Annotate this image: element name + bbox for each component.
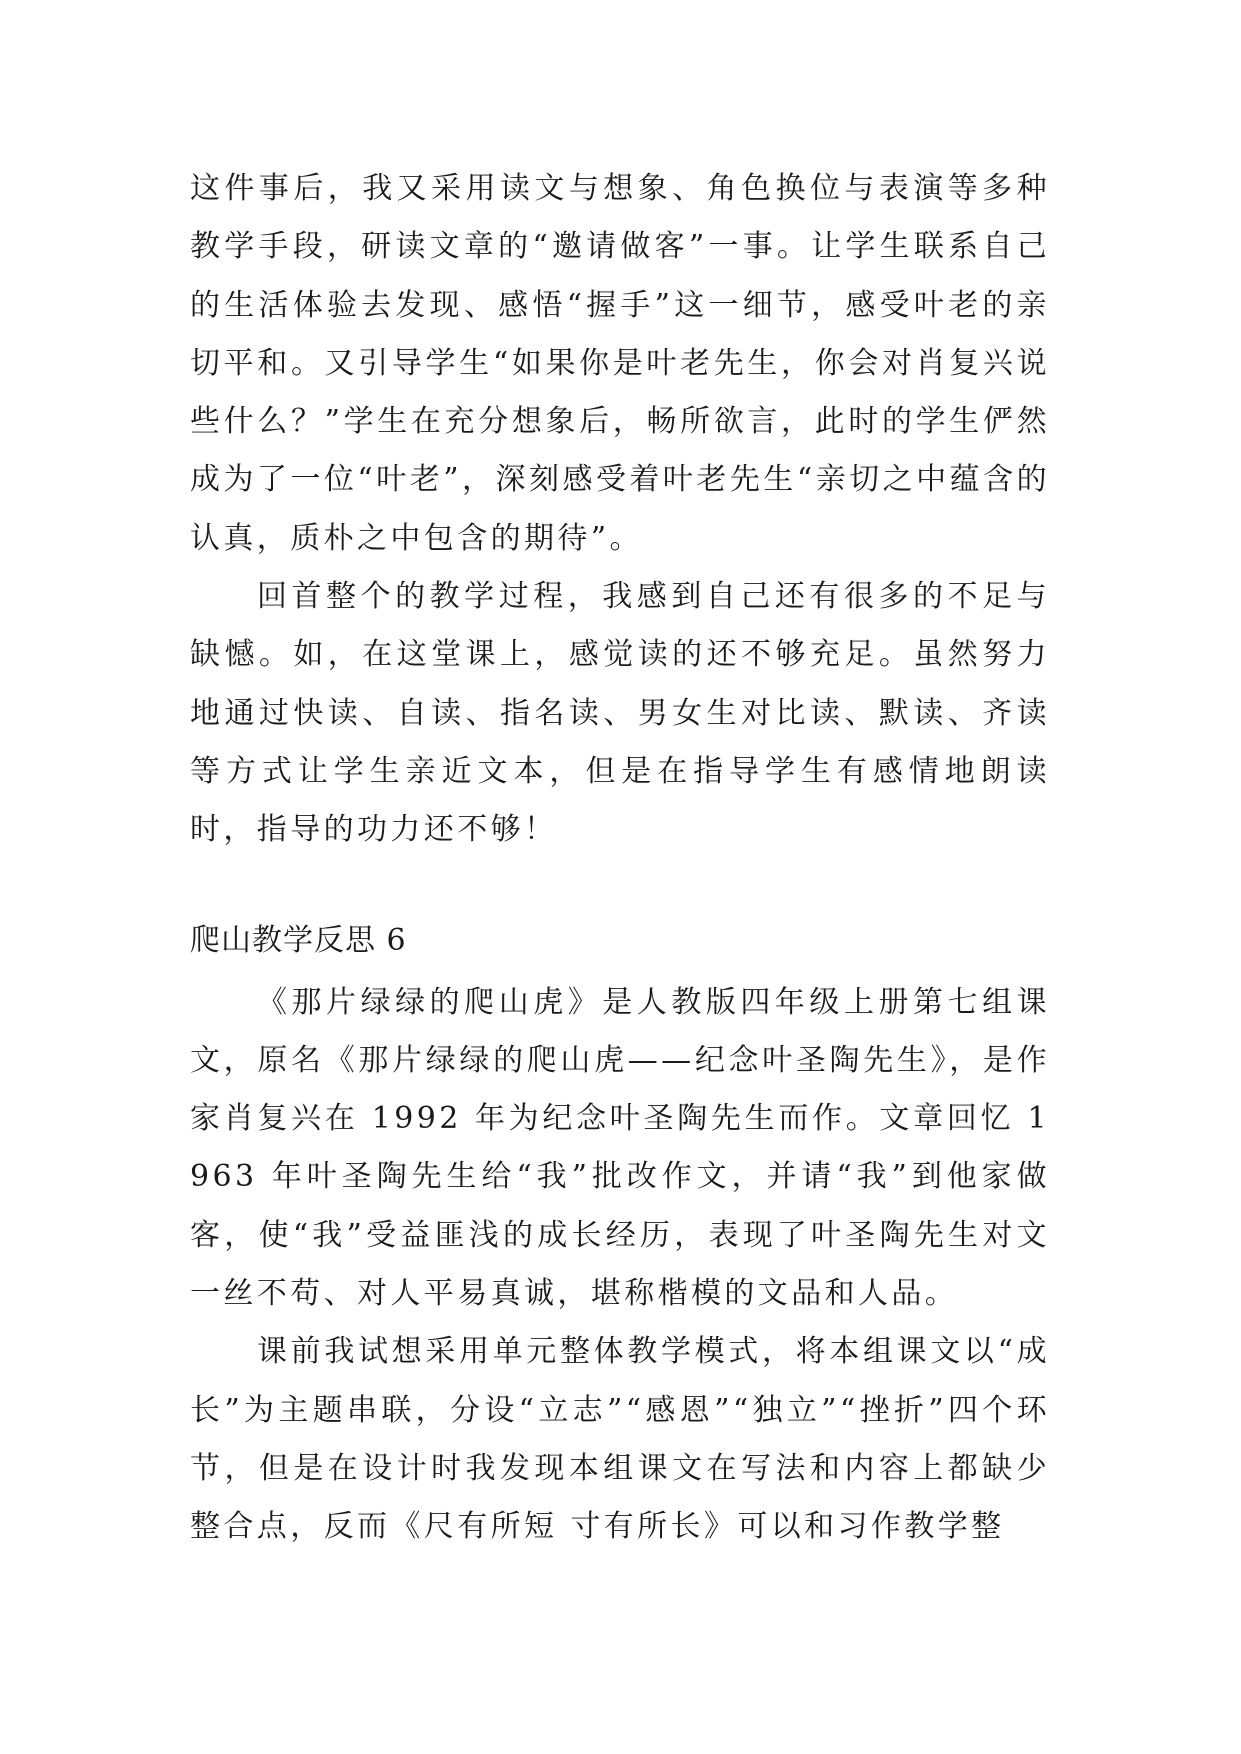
paragraph-intro: 《那片绿绿的爬山虎》是人教版四年级上册第七组课文，原名《那片绿绿的爬山虎——纪念叶圣陶先生》，是作家肖复兴在 1992 年为纪念叶圣陶先生而作。文章回忆 1963 年叶圣陶先生给“我”批改作文，并请“我”到他家做客，使“我”受益匪浅的成长经历，表现了叶圣陶先生对文一丝不苟、对人平易真诚，堪称楷模的文品和人品。 [190,984,1050,1312]
paragraph-reflection: 回首整个的教学过程，我感到自己还有很多的不足与缺憾。如，在这堂课上，感觉读的还不够充足。虽然努力地通过快读、自读、指名读、男女生对比读、默读、齐读等方式让学生亲近文本，但是在指导学生有感情地朗读时，指导的功力还不够！ [190,579,1050,848]
section-title: 爬山教学反思 6 [190,922,407,958]
document-page [190,160,1050,1557]
paragraph-continued: 这件事后，我又采用读文与想象、角色换位与表演等多种教学手段，研读文章的“邀请做客”一事。让学生联系自己的生活体验去发现、感悟“握手”这一细节，感受叶老的亲切平和。又引导学生“如果你是叶老先生，你会对肖复兴说些什么？”学生在充分想象后，畅所欲言，此时的学生俨然成为了一位“叶老”，深刻感受着叶老先生“亲切之中蕴含的认真，质朴之中包含的期待”。 [190,171,1050,556]
paragraph-design: 课前我试想采用单元整体教学模式，将本组课文以“成长”为主题串联，分设“立志”“感恩”“独立”“挫折”四个环节，但是在设计时我发现本组课文在写法和内容上都缺少整合点，反而《尺有所短 寸有所长》可以和习作教学整 [190,1334,1050,1545]
